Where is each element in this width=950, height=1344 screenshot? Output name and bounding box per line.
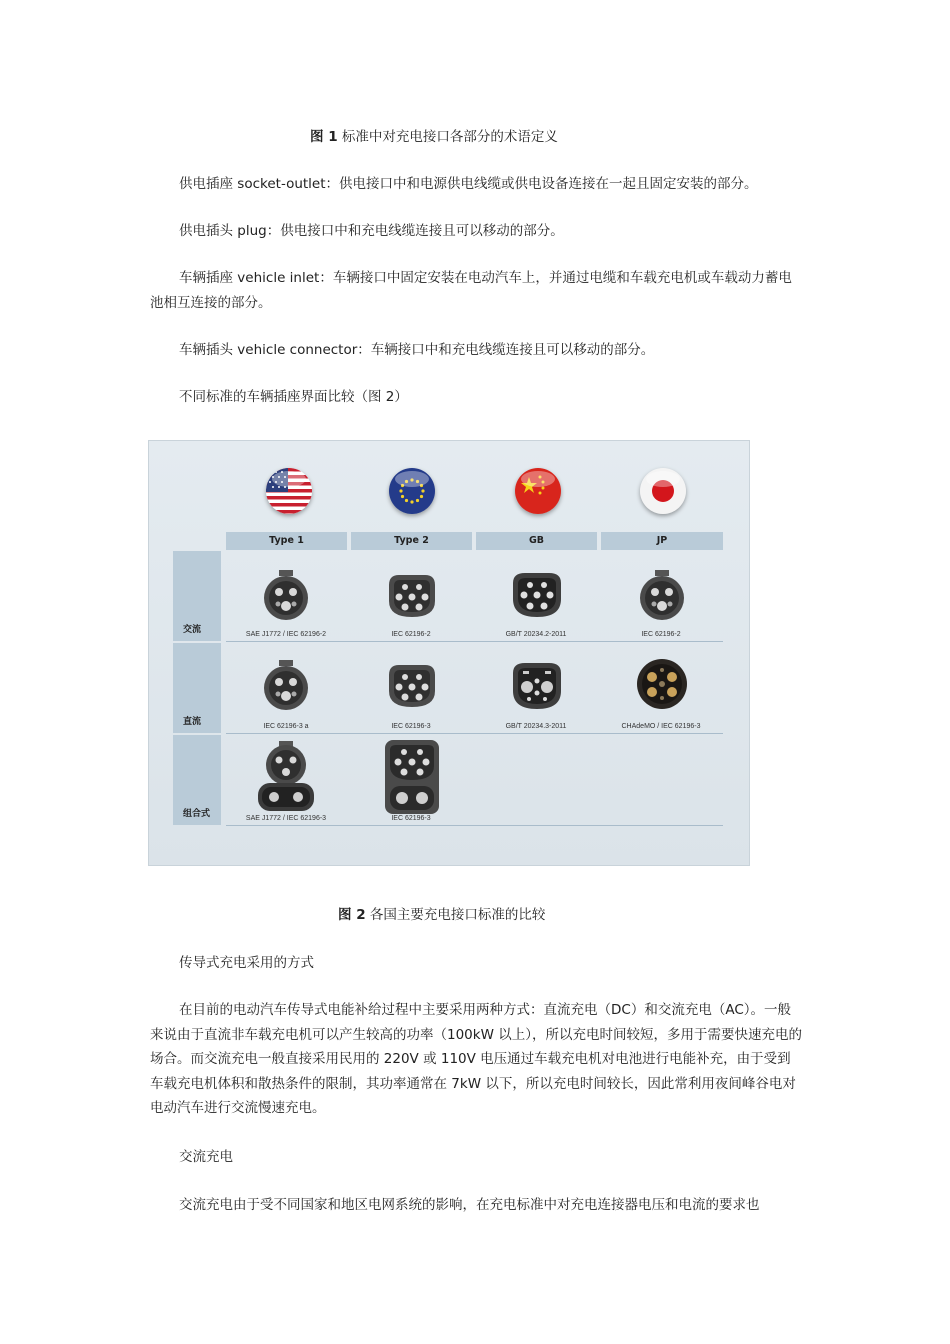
column-header-type1: Type 1 bbox=[226, 532, 347, 550]
row-label-dc: 直流 bbox=[173, 643, 221, 733]
figure-2-intro: 不同标准的车辆插座界面比较（图 2） bbox=[179, 389, 408, 405]
type2-combo-connector-icon bbox=[381, 738, 443, 816]
ac-type1-standard-label: SAE J1772 / IEC 62196-2 bbox=[245, 631, 327, 638]
column-header-gb: GB bbox=[476, 532, 597, 550]
ac-jp-standard-label: IEC 62196-2 bbox=[641, 631, 681, 638]
type2-ac-connector-icon bbox=[385, 571, 439, 621]
usa-flag-icon bbox=[266, 468, 312, 514]
type2-dc-connector-icon bbox=[385, 661, 439, 711]
section-body-ac-charging: 交流充电由于受不同国家和地区电网系统的影响，在充电标准中对充电连接器电压和电流的要求也 bbox=[179, 1197, 760, 1213]
ac-gb-standard-label: GB/T 20234.2-2011 bbox=[505, 631, 567, 638]
type1-ac-connector-icon bbox=[261, 566, 311, 624]
figure-1-caption: 图 1 标准中对充电接口各部分的术语定义 bbox=[310, 129, 558, 145]
figure-2-caption: 图 2 各国主要充电接口标准的比较 bbox=[338, 907, 546, 923]
section-heading-ac-charging: 交流充电 bbox=[179, 1149, 233, 1165]
section-heading-conductive-charging: 传导式充电采用的方式 bbox=[179, 955, 314, 971]
gb-ac-connector-icon bbox=[509, 569, 565, 621]
china-flag-icon bbox=[515, 468, 561, 514]
combo-type2-standard-label: IEC 62196-3 bbox=[391, 815, 431, 822]
row-label-ac: 交流 bbox=[173, 551, 221, 641]
jp-ac-connector-icon bbox=[637, 566, 687, 624]
definition-vehicle-inlet: 车辆插座 vehicle inlet：车辆接口中固定安装在电动汽车上，并通过电缆和车载充电机或车载动力蓄电池相互连接的部分。 bbox=[150, 270, 792, 311]
japan-flag-icon bbox=[640, 468, 686, 514]
row-divider bbox=[226, 825, 723, 826]
column-header-type2: Type 2 bbox=[351, 532, 472, 550]
section-body-conductive-charging: 在目前的电动汽车传导式电能补给过程中主要采用两种方式：直流充电（DC）和交流充电（AC）。一般来说由于直流非车载充电机可以产生较高的功率（100kW 以上），所以充电时间较短，多用于需要快速充电的场合。而交流充电一般直接采用民用的 220V 或 110V 电压通过车载充电机对电池进行电能补充，由于受到车载充电机体积和散热条件的限制，其功率通常在 7kW 以下，所以充电时间较长，因此常利用夜间峰谷电对电动汽车进行交流慢速充电。 bbox=[150, 1002, 802, 1117]
eu-flag-icon bbox=[389, 468, 435, 514]
type1-combo-connector-icon bbox=[254, 739, 318, 815]
row-divider bbox=[226, 733, 723, 734]
dc-type2-standard-label: IEC 62196-3 bbox=[391, 723, 431, 730]
gb-dc-connector-icon bbox=[509, 659, 565, 713]
definition-socket-outlet: 供电插座 socket-outlet：供电接口中和电源供电线缆或供电设备连接在一起且固定安装的部分。 bbox=[179, 176, 758, 192]
ac-type2-standard-label: IEC 62196-2 bbox=[391, 631, 431, 638]
row-label-combo: 组合式 bbox=[173, 735, 221, 825]
row-divider bbox=[226, 641, 723, 642]
definition-plug: 供电插头 plug：供电接口中和充电线缆连接且可以移动的部分。 bbox=[179, 223, 564, 239]
dc-jp-standard-label: CHAdeMO / IEC 62196-3 bbox=[621, 723, 701, 730]
combo-type1-standard-label: SAE J1772 / IEC 62196-3 bbox=[245, 815, 327, 822]
type1-dc-connector-icon bbox=[261, 656, 311, 714]
dc-type1-standard-label: IEC 62196-3 a bbox=[263, 723, 309, 730]
dc-gb-standard-label: GB/T 20234.3-2011 bbox=[505, 723, 567, 730]
column-header-jp: JP bbox=[601, 532, 723, 550]
chademo-dc-connector-icon bbox=[635, 655, 689, 713]
figure-2-connector-comparison bbox=[148, 440, 750, 866]
definition-vehicle-connector: 车辆插头 vehicle connector：车辆接口中和充电线缆连接且可以移动的部分。 bbox=[179, 342, 655, 358]
